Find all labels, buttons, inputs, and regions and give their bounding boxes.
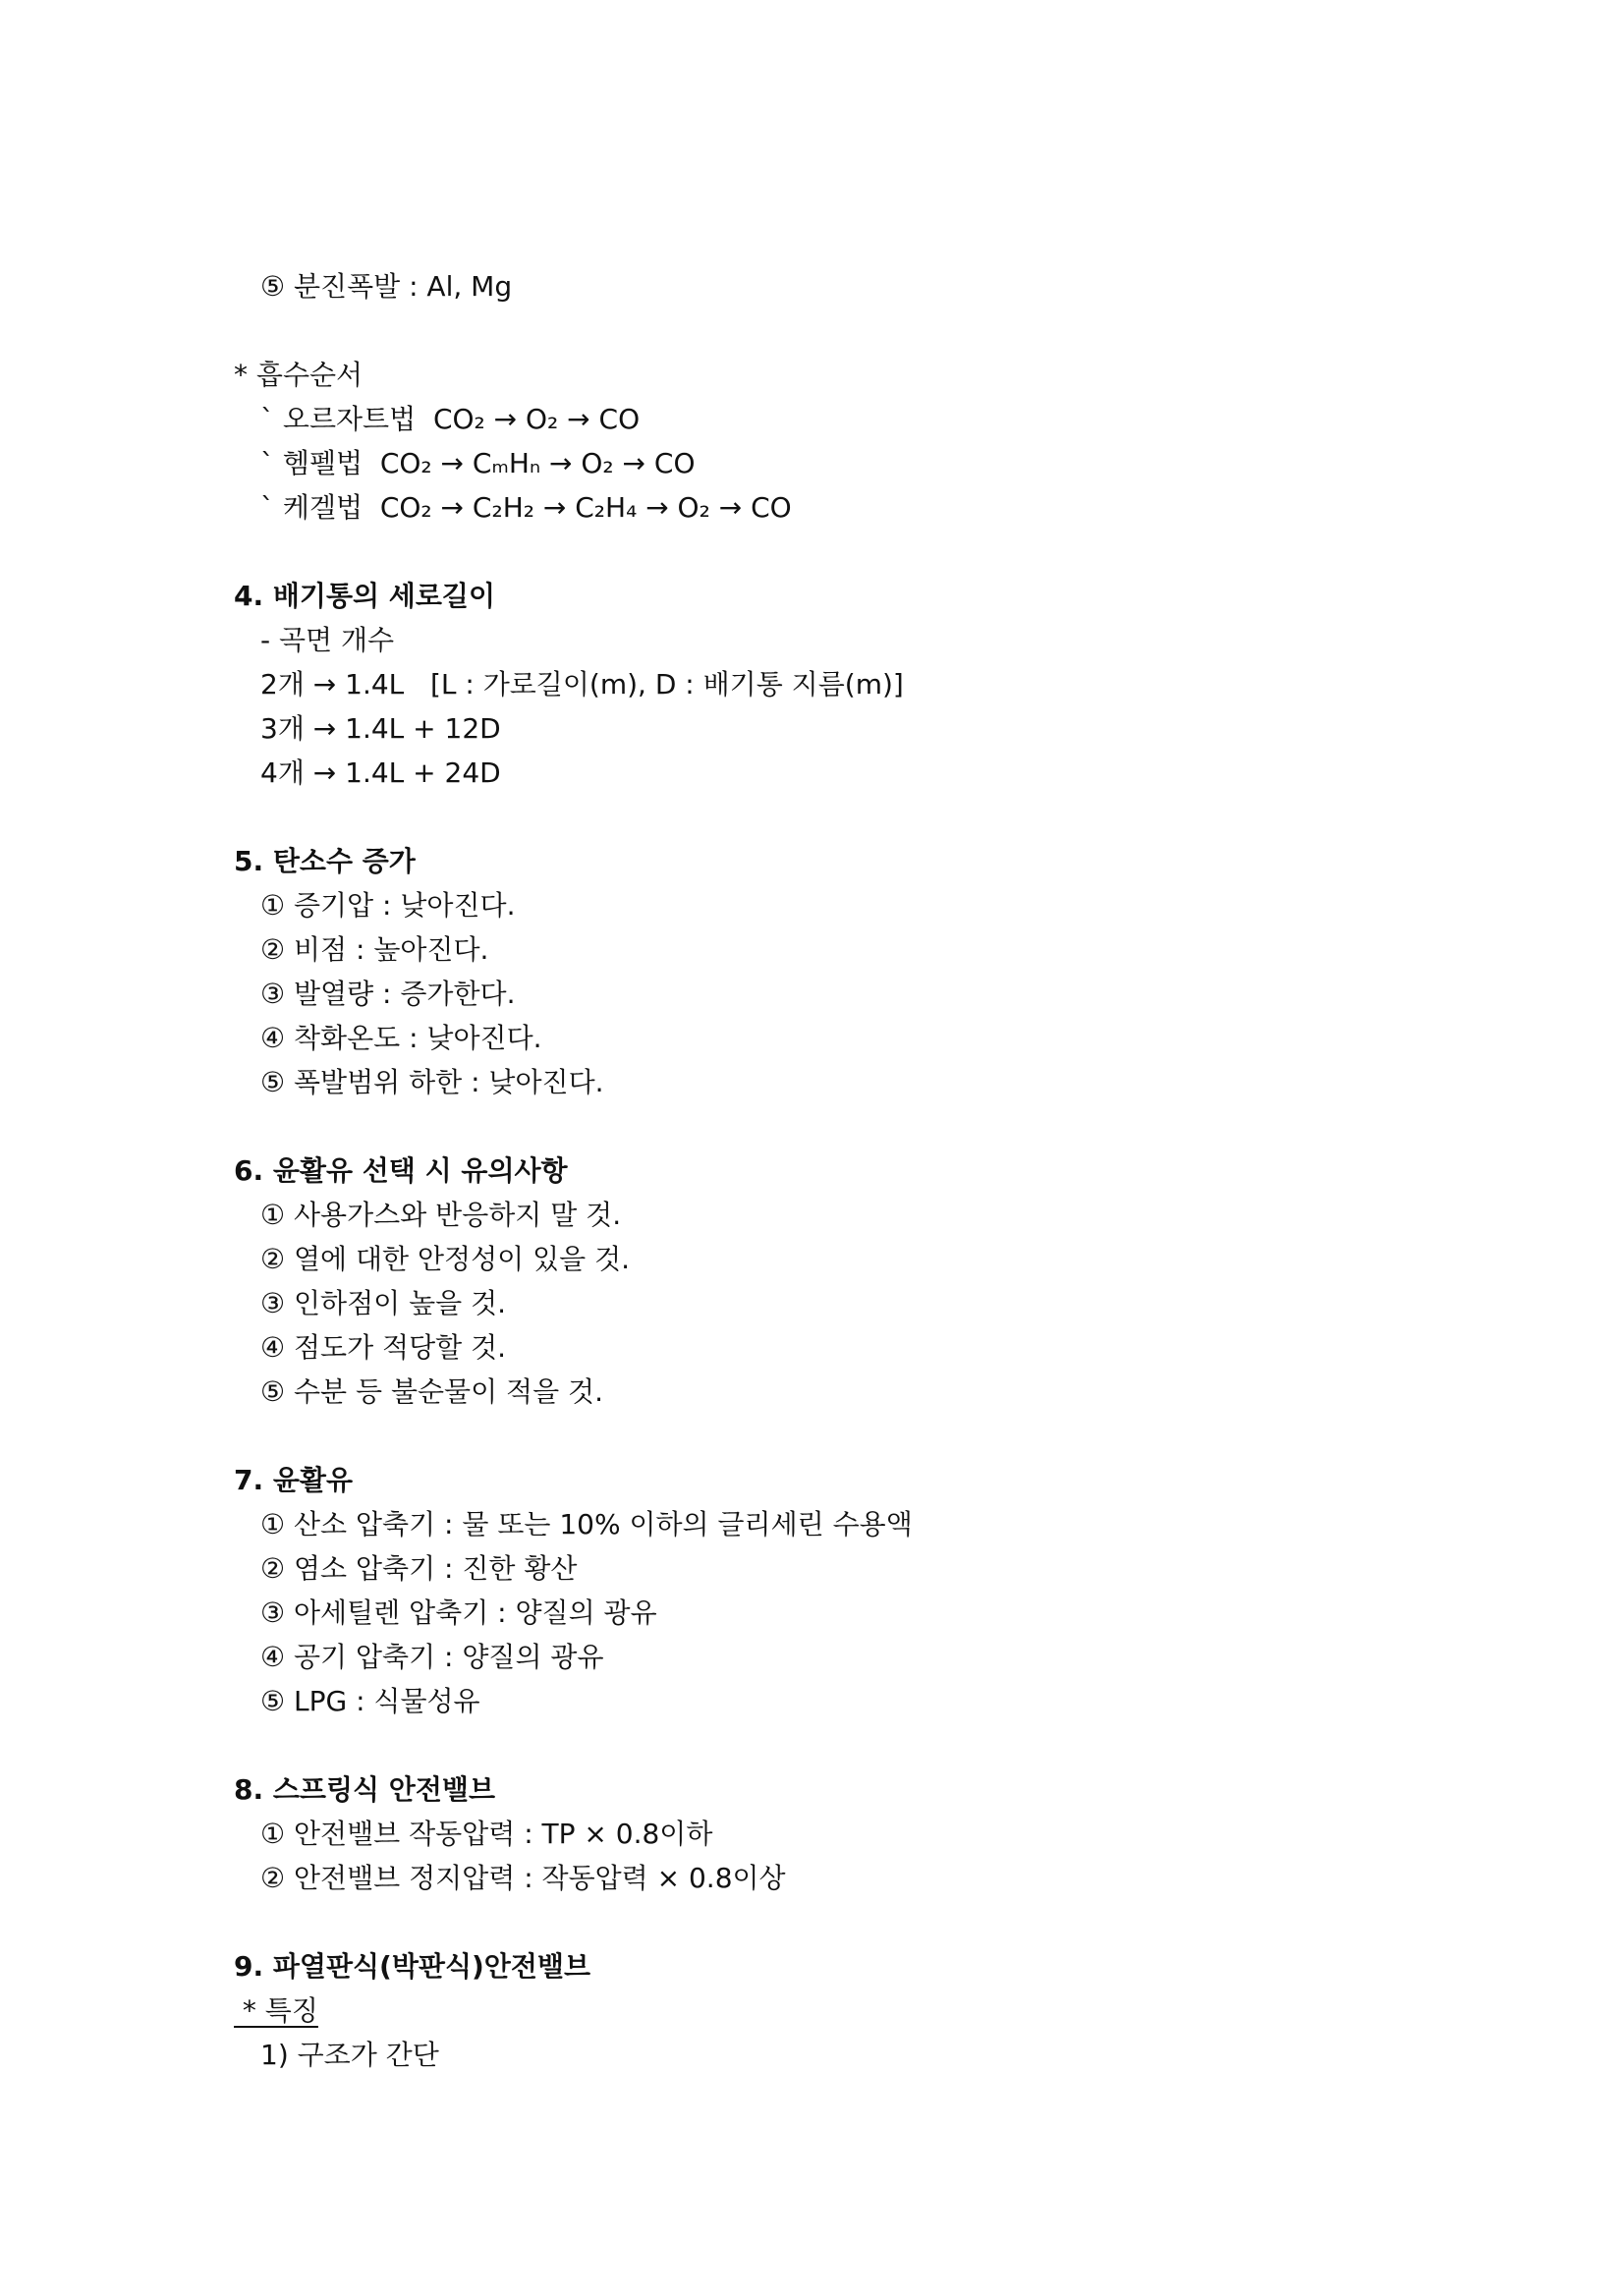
line-2-curves: 2개 → 1.4L [L : 가로길이(m), D : 배기통 지름(m)]	[260, 668, 904, 700]
heading-absorption-order: * 흡수순서	[234, 359, 364, 391]
line-kegel: ` 케겔법 CO₂ → C₂H₂ → C₂H₄ → O₂ → CO	[260, 491, 792, 524]
list-item: ⑤ 폭발범위 하한 : 낮아진다.	[260, 1066, 604, 1098]
section-6-heading: 6. 윤활유 선택 시 유의사항	[234, 1154, 568, 1187]
list-item: ③ 발열량 : 증가한다.	[260, 978, 516, 1010]
section-8-heading: 8. 스프링식 안전밸브	[234, 1773, 496, 1806]
list-item: ① 사용가스와 반응하지 말 것.	[260, 1199, 622, 1231]
list-item: ④ 점도가 적당할 것.	[260, 1331, 507, 1364]
line-hempel: ` 헴펠법 CO₂ → CₘHₙ → O₂ → CO	[260, 447, 696, 479]
section-4-heading: 4. 배기통의 세로길이	[234, 580, 496, 612]
list-item: ③ 인하점이 높을 것.	[260, 1287, 507, 1319]
list-item: ④ 착화온도 : 낮아진다.	[260, 1022, 542, 1054]
list-item: ① 안전밸브 작동압력 : TP × 0.8이하	[260, 1818, 713, 1850]
list-item: ① 증기압 : 낮아진다.	[260, 889, 516, 922]
list-item: ② 열에 대한 안정성이 있을 것.	[260, 1243, 631, 1275]
section-7-heading: 7. 윤활유	[234, 1464, 354, 1496]
list-item: ③ 아세틸렌 압축기 : 양질의 광유	[260, 1596, 657, 1629]
list-item: ④ 공기 압축기 : 양질의 광유	[260, 1641, 604, 1673]
list-item: ① 산소 압축기 : 물 또는 10% 이하의 글리세린 수용액	[260, 1508, 913, 1540]
list-item: ② 안전밸브 정지압력 : 작동압력 × 0.8이상	[260, 1862, 786, 1894]
list-item: ⑤ LPG : 식물성유	[260, 1685, 480, 1717]
list-item: ② 염소 압축기 : 진한 황산	[260, 1552, 578, 1585]
line-4-curves: 4개 → 1.4L + 24D	[260, 756, 501, 789]
list-item: 1) 구조가 간단	[260, 2039, 439, 2071]
features-subheading: * 특징	[234, 1994, 318, 2027]
section-5-heading: 5. 탄소수 증가	[234, 845, 416, 877]
line-dust-explosion: ⑤ 분진폭발 : Al, Mg	[260, 270, 513, 303]
section-9-heading: 9. 파열판식(박판식)안전밸브	[234, 1950, 590, 1983]
list-item: ② 비점 : 높아진다.	[260, 933, 489, 966]
line-orsat: ` 오르자트법 CO₂ → O₂ → CO	[260, 403, 641, 435]
line-3-curves: 3개 → 1.4L + 12D	[260, 712, 501, 745]
list-item: ⑤ 수분 등 불순물이 적을 것.	[260, 1375, 603, 1408]
line-curve-count: - 곡면 개수	[260, 624, 395, 656]
